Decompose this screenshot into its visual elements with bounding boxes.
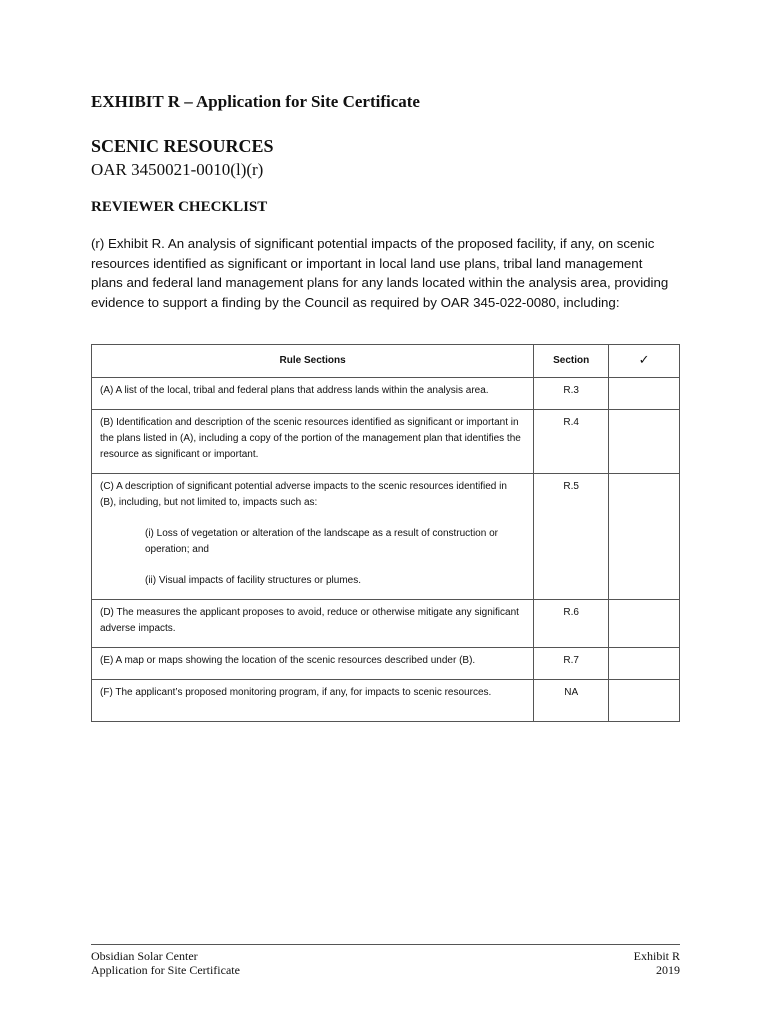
check-cell <box>609 410 680 474</box>
exhibit-title: EXHIBIT R – Application for Site Certificate <box>91 92 420 111</box>
check-cell <box>609 680 680 722</box>
footer-divider <box>91 944 680 945</box>
check-cell <box>609 600 680 648</box>
section-ref: R.6 <box>534 600 609 648</box>
check-cell <box>609 648 680 680</box>
footer-right <box>634 949 680 977</box>
section-ref: NA <box>534 680 609 722</box>
rule-text: (B) Identification and description of the scenic resources identified as significant or important in the plans listed in (A), including a copy of the portion of the management plan that identifies the resource as significant or important. <box>92 410 534 474</box>
rule-text: (E) A map or maps showing the location of the scenic resources described under (B). <box>92 648 534 680</box>
section-ref: R.5 <box>534 474 609 600</box>
table-row <box>92 474 680 600</box>
section-title: SCENIC RESOURCES <box>91 136 274 156</box>
rule-text-group <box>92 474 534 600</box>
rule-sections-table <box>91 344 680 722</box>
footer-project-name: Obsidian Solar Center <box>91 949 198 963</box>
table-row <box>92 680 680 722</box>
check-cell <box>609 474 680 600</box>
section-ref: R.4 <box>534 410 609 474</box>
table-header-row <box>92 345 680 378</box>
checklist-heading: REVIEWER CHECKLIST <box>91 199 268 215</box>
rule-text: (F) The applicant’s proposed monitoring program, if any, for impacts to scenic resources. <box>92 680 534 722</box>
footer-exhibit-label: Exhibit R <box>633 949 680 963</box>
table-row <box>92 648 680 680</box>
table-row <box>92 378 680 410</box>
rule-text: (D) The measures the applicant proposes to avoid, reduce or otherwise mitigate any significant adverse impacts. <box>92 600 534 648</box>
section-ref: R.3 <box>534 378 609 410</box>
section-ref: R.7 <box>534 648 609 680</box>
footer-year: 2019 <box>656 963 680 977</box>
rule-text: (A) A list of the local, tribal and federal plans that address lands within the analysis area. <box>92 378 534 410</box>
oar-reference: OAR 3450021-0010(l)(r) <box>91 160 264 179</box>
checkmark-icon: ✓ <box>609 345 680 378</box>
table-row <box>92 410 680 474</box>
rule-text: (C) A description of significant potential adverse impacts to the scenic resources identified in (B), including, but not limited to, impacts such as: <box>100 481 507 508</box>
header-section: Section <box>534 345 609 378</box>
rule-subitem: (ii) Visual impacts of facility structures or plumes. <box>145 575 361 586</box>
footer-document-name: Application for Site Certificate <box>91 963 240 977</box>
rule-subitem: (i) Loss of vegetation or alteration of the landscape as a result of construction or operation; and <box>145 528 498 555</box>
check-cell <box>609 378 680 410</box>
footer-left <box>91 949 240 977</box>
intro-paragraph: (r) Exhibit R. An analysis of significant potential impacts of the proposed facility, if any, on scenic resources identified as significant or important in local land use plans, tribal land management plans and federal land management plans for any lands located within the analysis area, providing evidence to support a finding by the Council as required by OAR 345-022-0080, including: <box>91 236 669 310</box>
table-row <box>92 600 680 648</box>
header-rule-sections: Rule Sections <box>92 345 534 378</box>
